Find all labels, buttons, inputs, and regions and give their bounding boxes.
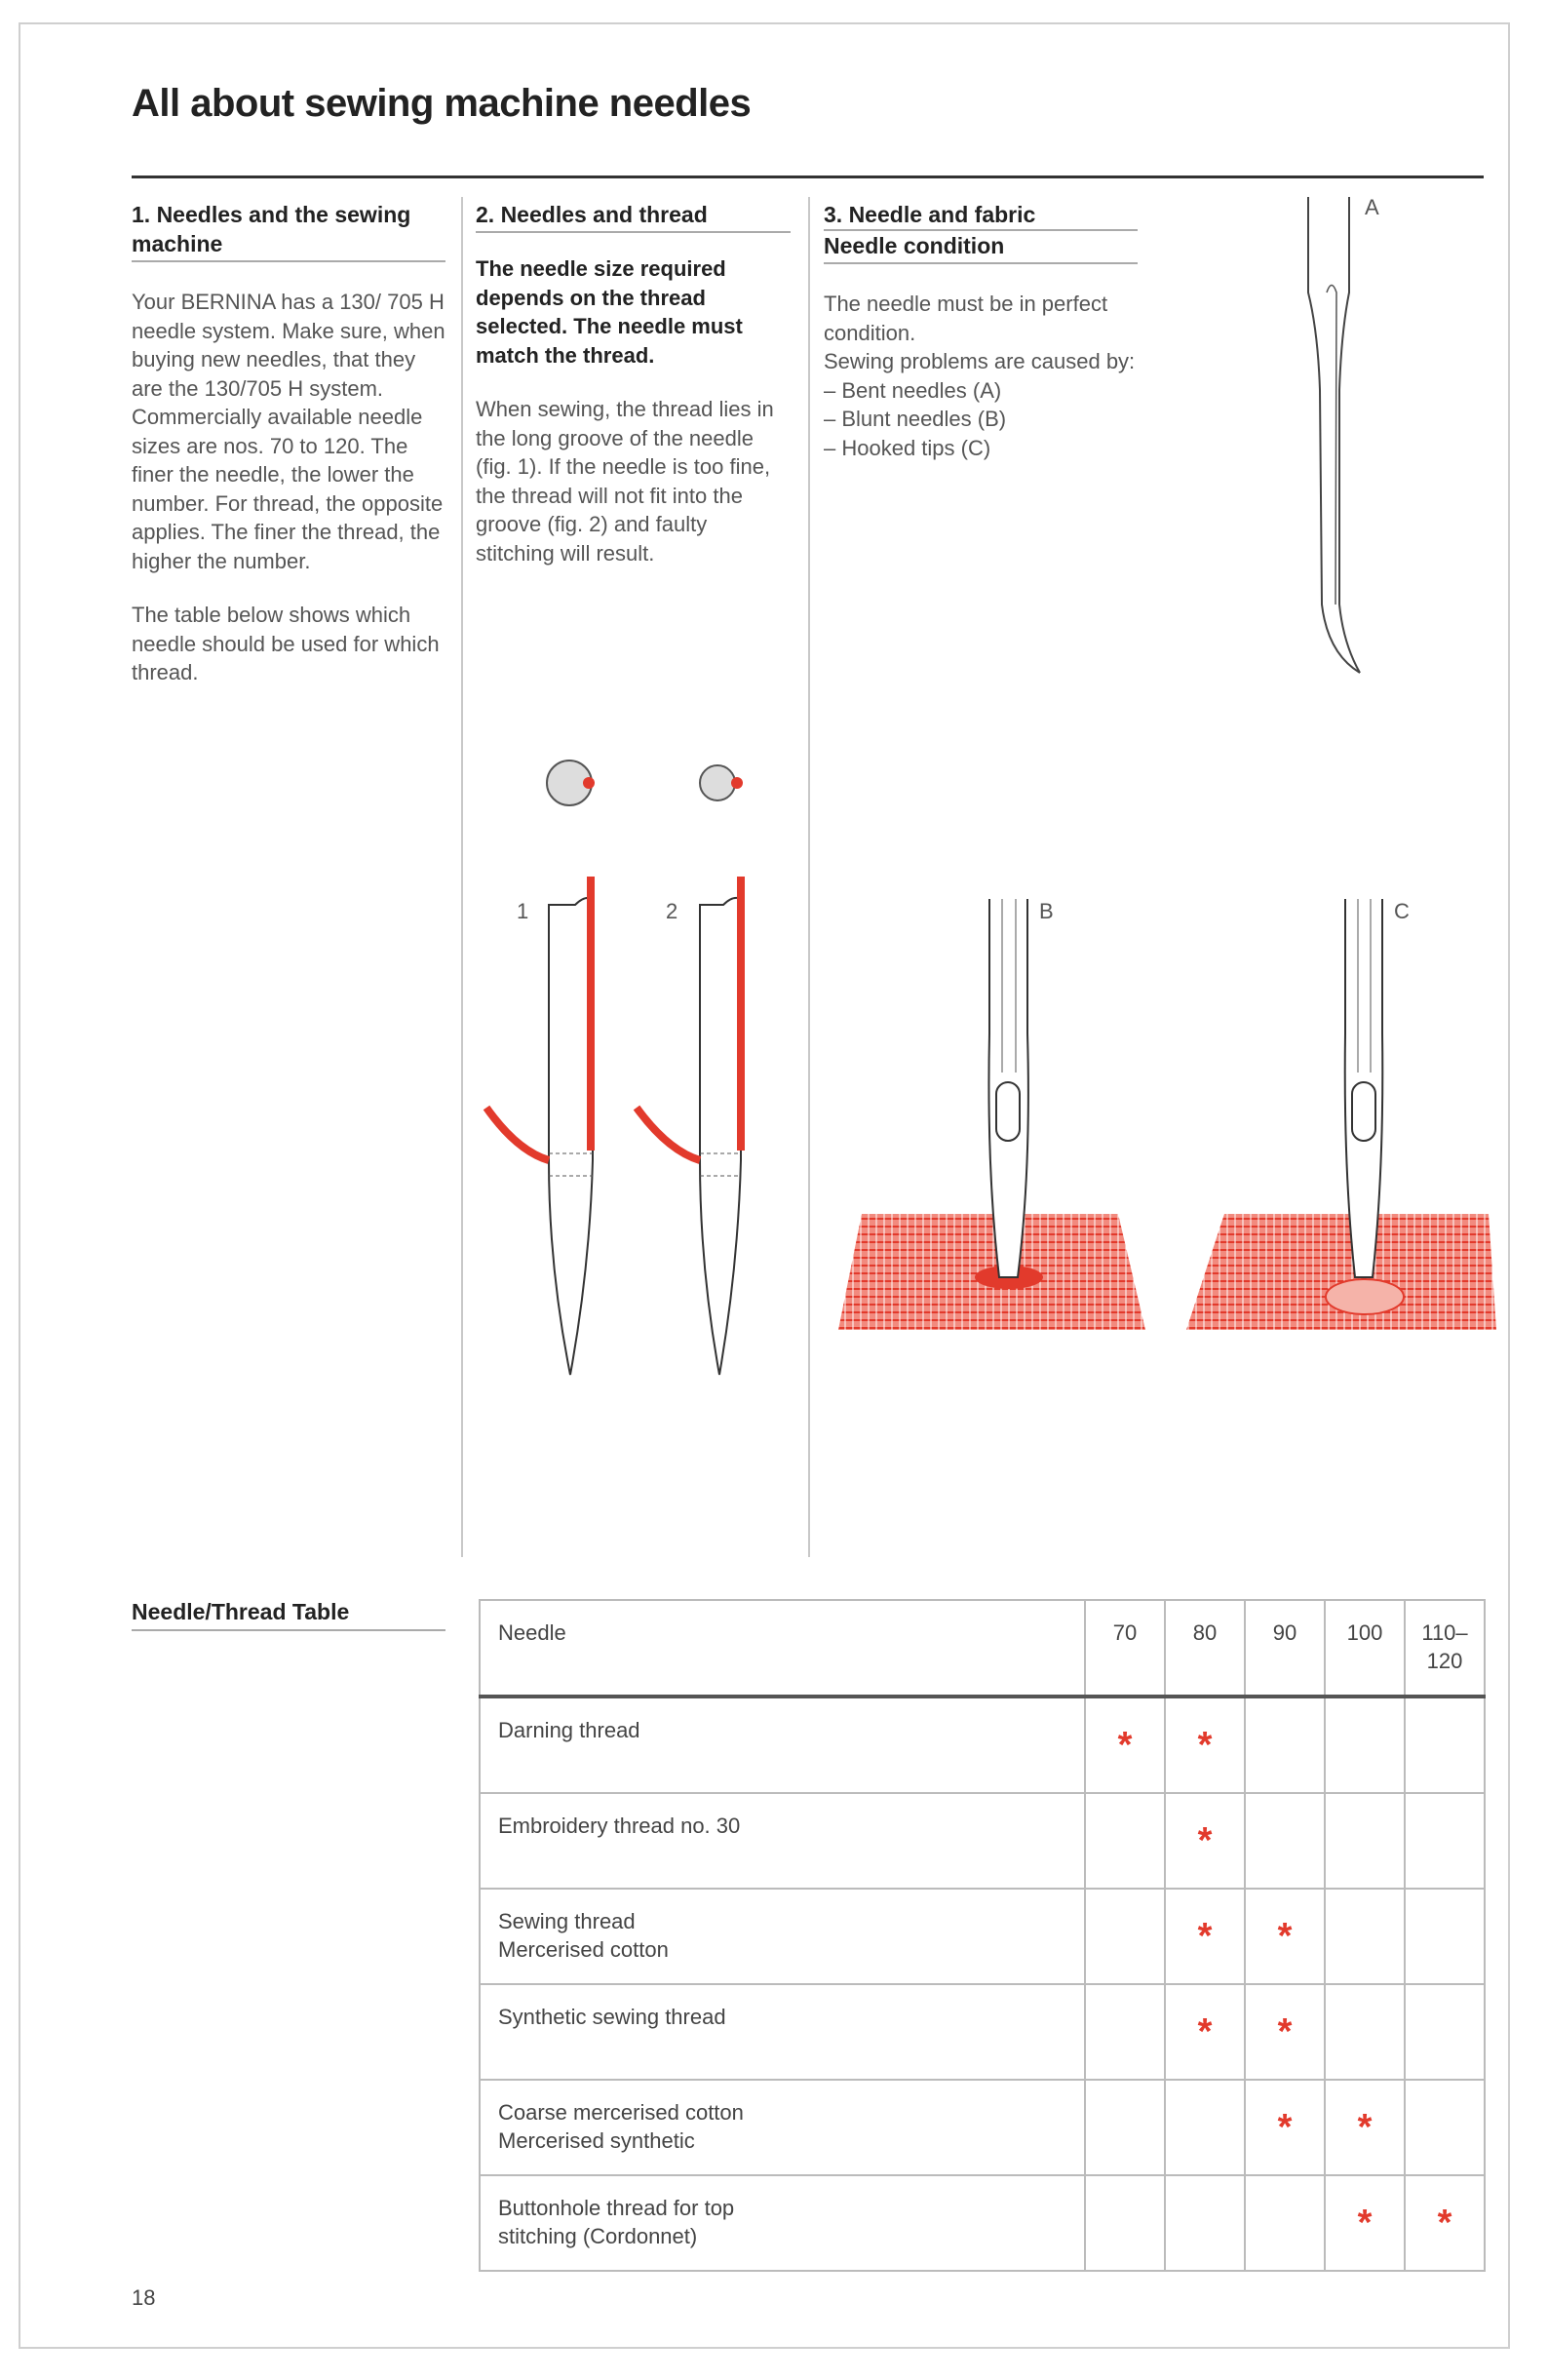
empty-cell xyxy=(1325,1889,1405,1984)
thread-type-cell: Sewing thread Mercerised cotton xyxy=(480,1889,1085,1984)
thread-type-cell: Embroidery thread no. 30 xyxy=(480,1793,1085,1889)
empty-cell xyxy=(1405,2080,1485,2175)
thread-type-cell: Darning thread xyxy=(480,1697,1085,1793)
section-subheading: Needle condition xyxy=(824,231,1138,264)
page-title: All about sewing machine needles xyxy=(132,82,752,125)
figure-label: A xyxy=(1365,195,1379,219)
empty-cell xyxy=(1085,2175,1165,2271)
recommended-mark: * xyxy=(1165,1697,1245,1793)
recommended-mark: * xyxy=(1165,1793,1245,1889)
recommended-mark: * xyxy=(1245,1984,1325,2080)
empty-cell xyxy=(1245,2175,1325,2271)
needle-figure-1 xyxy=(486,761,595,1375)
section-heading: 3. Needle and fabric xyxy=(824,200,1138,231)
recommended-mark: * xyxy=(1165,1984,1245,2080)
figure-label: 1 xyxy=(517,899,529,923)
empty-cell xyxy=(1405,1697,1485,1793)
empty-cell xyxy=(1085,1984,1165,2080)
empty-cell xyxy=(1405,1984,1485,2080)
table-row xyxy=(480,2080,1485,2175)
empty-cell xyxy=(1325,1984,1405,2080)
recommended-mark: * xyxy=(1405,2175,1485,2271)
header-cell: 90 xyxy=(1245,1600,1325,1697)
empty-cell xyxy=(1325,1697,1405,1793)
empty-cell xyxy=(1165,2080,1245,2175)
table-row xyxy=(480,1889,1485,1984)
needle-thread-table xyxy=(479,1599,1486,2272)
hooked-tip-figure-c xyxy=(1186,899,1496,1330)
empty-cell xyxy=(1245,1697,1325,1793)
thread-type-cell: Buttonhole thread for top stitching (Cordonnet) xyxy=(480,2175,1085,2271)
recommended-mark: * xyxy=(1325,2080,1405,2175)
section-lead: The needle size required depends on the thread selected. The needle must match the thread. xyxy=(476,256,743,368)
section-paragraph: When sewing, the thread lies in the long groove of the needle (fig. 1). If the needle is too fine, the thread will not fit into the groove (fig. 2) and faulty stitching will result. xyxy=(476,397,774,566)
table-row xyxy=(480,2175,1485,2271)
header-cell: 100 xyxy=(1325,1600,1405,1697)
recommended-mark: * xyxy=(1245,2080,1325,2175)
table-header-row xyxy=(480,1600,1485,1697)
table-row xyxy=(480,1697,1485,1793)
empty-cell xyxy=(1165,2175,1245,2271)
header-cell: Needle xyxy=(480,1600,1085,1697)
section-paragraph: The needle must be in perfect condition. Sewing problems are caused by: – Bent needles (A) – Blunt needles (B) – Hooked tips (C) xyxy=(824,292,1136,460)
thread-type-cell: Synthetic sewing thread xyxy=(480,1984,1085,2080)
empty-cell xyxy=(1325,1793,1405,1889)
header-cell: 110– 120 xyxy=(1405,1600,1485,1697)
empty-cell xyxy=(1245,1793,1325,1889)
empty-cell xyxy=(1085,1793,1165,1889)
table-row xyxy=(480,1984,1485,2080)
recommended-mark: * xyxy=(1245,1889,1325,1984)
table-row xyxy=(480,1793,1485,1889)
section-heading: 2. Needles and thread xyxy=(476,200,791,233)
recommended-mark: * xyxy=(1165,1889,1245,1984)
figure-label: C xyxy=(1394,899,1410,923)
header-cell: 80 xyxy=(1165,1600,1245,1697)
recommended-mark: * xyxy=(1325,2175,1405,2271)
needle-figure-2 xyxy=(637,765,743,1375)
empty-cell xyxy=(1085,1889,1165,1984)
blunt-needle-figure-b xyxy=(838,899,1145,1330)
thread-type-cell: Coarse mercerised cotton Mercerised synthetic xyxy=(480,2080,1085,2175)
figure-label: 2 xyxy=(666,899,678,923)
section-paragraph: Your BERNINA has a 130/ 705 H needle system. Make sure, when buying new needles, that they are the 130/705 H system. Commercially available needle sizes are nos. 70 to 120. The finer the needle, the lower the number. For thread, the opposite applies. The finer the thread, the higher the number. xyxy=(132,290,445,573)
table-label: Needle/Thread Table xyxy=(132,1599,445,1631)
figure-label: B xyxy=(1039,899,1054,923)
page-number: 18 xyxy=(132,2285,156,2310)
section-paragraph: The table below shows which needle should be used for which thread. xyxy=(132,603,440,684)
bent-needle-figure-a xyxy=(1308,195,1379,673)
empty-cell xyxy=(1085,2080,1165,2175)
empty-cell xyxy=(1405,1793,1485,1889)
header-cell: 70 xyxy=(1085,1600,1165,1697)
empty-cell xyxy=(1405,1889,1485,1984)
recommended-mark: * xyxy=(1085,1697,1165,1793)
section-heading: 1. Needles and the sewing machine xyxy=(132,200,445,262)
